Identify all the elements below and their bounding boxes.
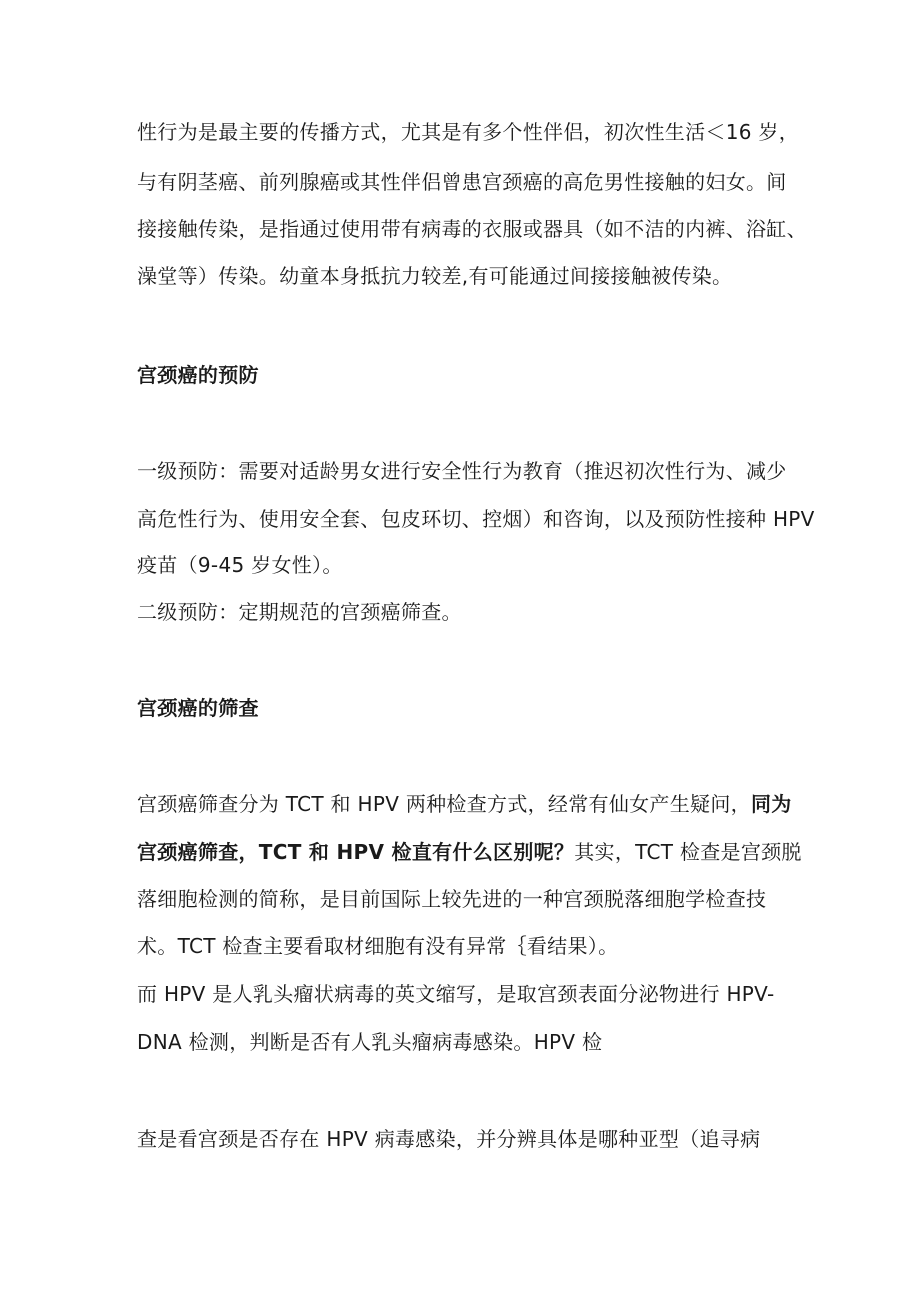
text-line: 落细胞检测的简称，是目前国际上较先进的一种宫颈脱落细胞学检查技 (137, 887, 767, 911)
section-heading-prevention: 宫颈癌的预防 (137, 363, 259, 387)
text-segment: 宫颈癌筛查分为 TCT 和 HPV 两种检查方式，经常有仙女产生疑问， (137, 792, 751, 816)
section-heading-screening: 宫颈癌的筛查 (137, 696, 259, 720)
bold-text-segment: 同为 (750, 792, 792, 816)
text-line (137, 790, 792, 818)
text-line: 高危性行为、使用安全套、包皮环切、控烟）和咨询，以及预防性接种 HPV (137, 507, 815, 531)
text-line: 术。TCT 检查主要看取材细胞有没有异常｛看结果）。 (137, 934, 619, 958)
text-line: DNA 检测，判断是否有人乳头瘤病毒感染。HPV 检 (137, 1030, 603, 1054)
bold-text-segment: 宫颈癌筛查，TCT 和 HPV 检直有什么区别呢？ (137, 840, 575, 864)
text-line: 疫苗（9-45 岁女性）。 (137, 553, 343, 577)
text-line: 一级预防：需要对适龄男女进行安全性行为教育（推迟初次性行为、减少 (137, 459, 787, 483)
text-line: 与有阴茎癌、前列腺癌或其性伴侣曾患宫颈癌的高危男性接触的妇女。间 (137, 170, 787, 194)
text-line: 性行为是最主要的传播方式，尤其是有多个性伴侣，初次性生活＜16 岁， (137, 120, 800, 144)
text-line: 接接触传染，是指通过使用带有病毒的衣服或器具（如不洁的内裤、浴缸、 (137, 217, 807, 241)
text-segment: 其实，TCT 检查是宫颈脱 (574, 840, 802, 864)
text-line: 澡堂等）传染。幼童本身抵抗力较差,有可能通过间接接触被传染。 (137, 264, 733, 288)
text-line (137, 838, 802, 866)
text-line: 而 HPV 是人乳头瘤状病毒的英文缩写，是取宫颈表面分泌物进行 HPV- (137, 982, 775, 1006)
text-line: 二级预防：定期规范的宫颈癌筛查。 (137, 600, 462, 624)
text-line: 查是看宫颈是否存在 HPV 病毒感染，并分辨具体是哪种亚型（追寻病 (137, 1127, 761, 1151)
